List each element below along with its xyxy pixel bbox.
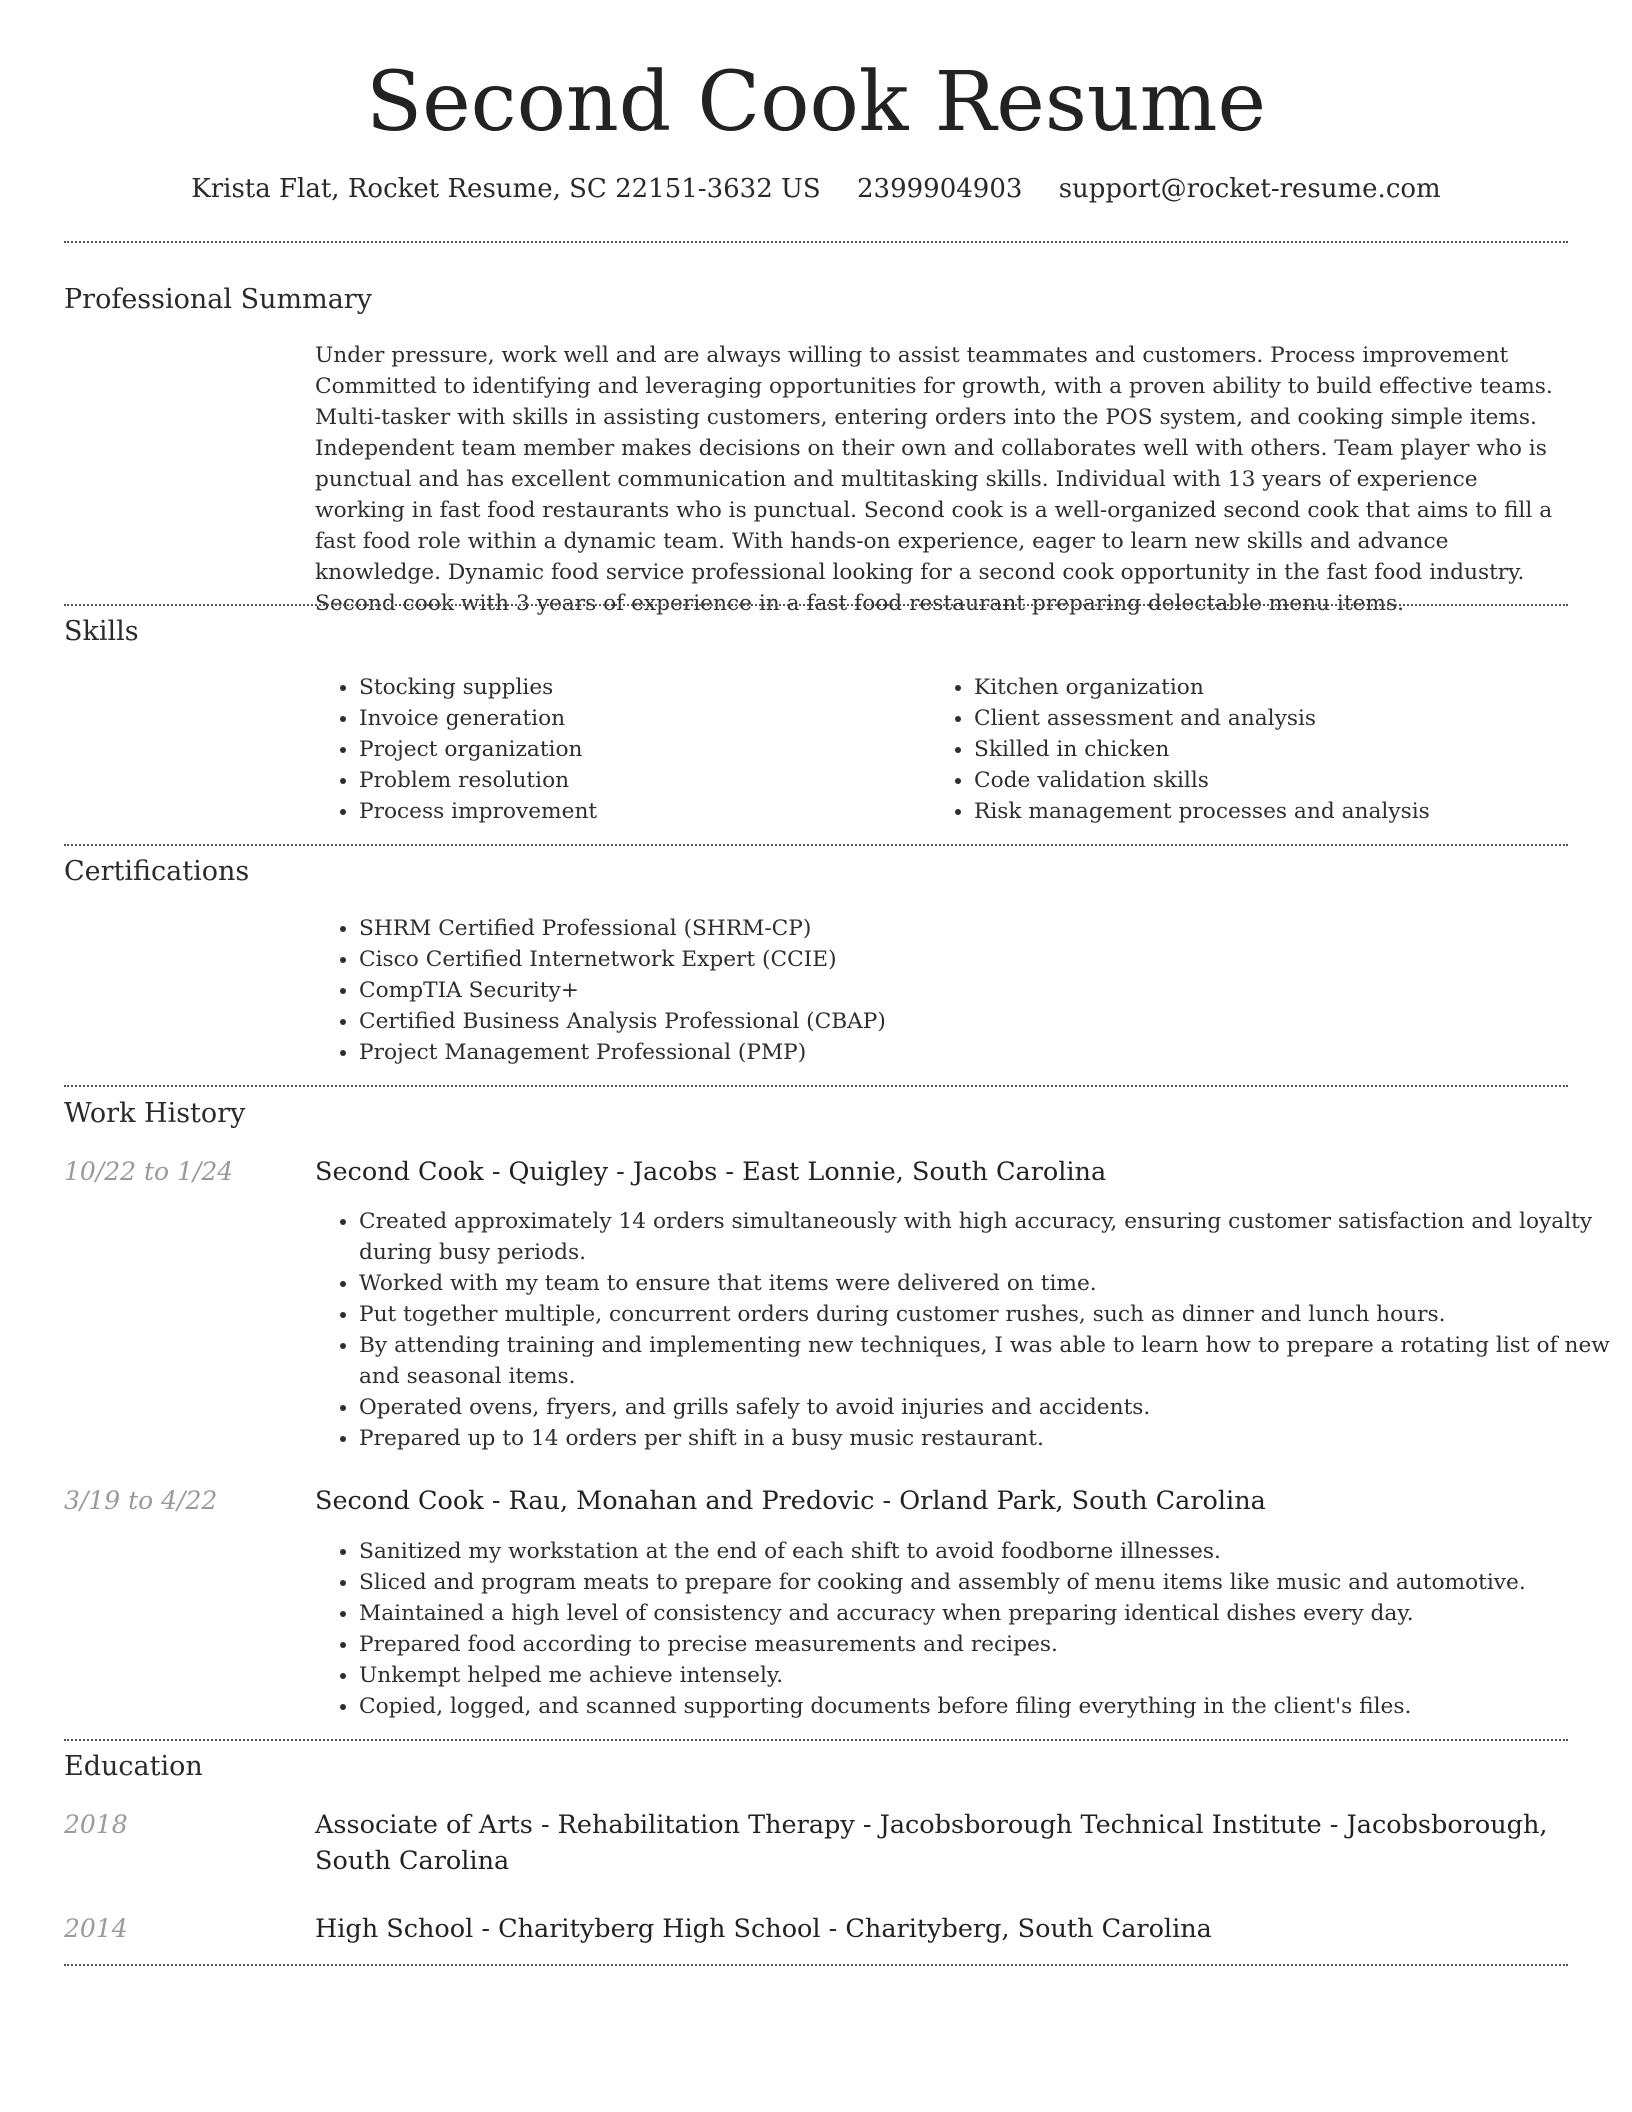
work-heading: Work History — [64, 1098, 246, 1129]
list-item: • Sanitized my workstation at the end of each shift to avoid foodborne illnesses. — [359, 1536, 1612, 1567]
job-dates: 10/22 to 1/24 — [64, 1157, 234, 1186]
resume-title: Second Cook Resume — [365, 55, 1267, 150]
list-item: • Prepared up to 14 orders per shift in a busy music restaurant. — [359, 1423, 1612, 1454]
list-item: • Maintained a high level of consistency and accuracy when preparing identical dishes every day. — [359, 1598, 1612, 1629]
certifications-list — [315, 913, 1559, 1068]
divider — [64, 1739, 1568, 1741]
list-item: • Worked with my team to ensure that items were delivered on time. — [359, 1268, 1612, 1299]
summary-text: Under pressure, work well and are always willing to assist teammates and customers. Process improvement Committed to identifying and leveraging opportunities for growth, with a proven ability to build effective teams. Multi-tasker with skills in assisting customers, entering orders into the POS system, and cooking simple items. Independent team member makes decisions on their own and collaborates well with others. Team player who is punctual and has excellent communication and multitasking skills. Individual with 13 years of experience working in fast food restaurants who is punctual. Second cook is a well-organized second cook that aims to fill a fast food role within a dynamic team. With hands-on experience, eager to learn new skills and advance knowledge. Dynamic food service professional looking for a second cook opportunity in the fast food industry. Second cook with 3 years of experience in a fast food restaurant preparing delectable menu items. — [315, 343, 1553, 616]
job-title: Second Cook - Rau, Monahan and Predovic - Orland Park, South Carolina — [315, 1486, 1266, 1516]
list-item: • Kitchen organization — [974, 672, 1604, 703]
list-item: • Project organization — [359, 734, 929, 765]
list-item: • Prepared food according to precise measurements and recipes. — [359, 1629, 1612, 1660]
skills-heading: Skills — [64, 616, 139, 647]
list-item: • Process improvement — [359, 796, 929, 827]
education-year: 2014 — [64, 1914, 128, 1943]
list-item: • Cisco Certified Internetwork Expert (CCIE) — [359, 944, 1559, 975]
list-item: • SHRM Certified Professional (SHRM-CP) — [359, 913, 1559, 944]
summary-heading: Professional Summary — [64, 284, 372, 315]
list-item: • Code validation skills — [974, 765, 1604, 796]
list-item: • Client assessment and analysis — [974, 703, 1604, 734]
contact-email: support@rocket-resume.com — [1058, 174, 1441, 204]
list-item: • Copied, logged, and scanned supporting documents before filing everything in the client's files. — [359, 1691, 1612, 1722]
certifications-heading: Certifications — [64, 856, 250, 887]
education-title: Associate of Arts - Rehabilitation Therapy - Jacobsborough Technical Institute - Jacobsborough, South Carolina — [315, 1810, 1548, 1876]
job-dates: 3/19 to 4/22 — [64, 1486, 218, 1515]
list-item: • Created approximately 14 orders simultaneously with high accuracy, ensuring customer satisfaction and loyalty during busy periods. — [359, 1206, 1612, 1268]
list-item: • Sliced and program meats to prepare for cooking and assembly of menu items like music and automotive. — [359, 1567, 1612, 1598]
divider — [64, 1964, 1568, 1966]
contact-phone: 2399904903 — [857, 174, 1023, 204]
list-item: • Put together multiple, concurrent orders during customer rushes, such as dinner and lunch hours. — [359, 1299, 1612, 1330]
list-item: • CompTIA Security+ — [359, 975, 1559, 1006]
education-heading: Education — [64, 1751, 203, 1782]
education-year: 2018 — [64, 1810, 128, 1839]
education-title: High School - Charityberg High School - Charityberg, South Carolina — [315, 1914, 1212, 1944]
job-bullets — [315, 1206, 1612, 1454]
list-item: • Stocking supplies — [359, 672, 929, 703]
list-item: • By attending training and implementing new techniques, I was able to learn how to prepare a rotating list of new and seasonal items. — [359, 1330, 1612, 1392]
skills-list-left — [315, 672, 929, 827]
list-item: • Invoice generation — [359, 703, 929, 734]
job-title: Second Cook - Quigley - Jacobs - East Lonnie, South Carolina — [315, 1157, 1107, 1187]
job-bullets — [315, 1536, 1612, 1722]
list-item: • Risk management processes and analysis — [974, 796, 1604, 827]
divider — [64, 604, 1568, 606]
contact-address: Krista Flat, Rocket Resume, SC 22151-3632 US — [191, 174, 821, 204]
divider — [64, 844, 1568, 846]
list-item: • Certified Business Analysis Professional (CBAP) — [359, 1006, 1559, 1037]
divider — [64, 241, 1568, 243]
list-item: • Unkempt helped me achieve intensely. — [359, 1660, 1612, 1691]
skills-list-right — [930, 672, 1604, 827]
list-item: • Skilled in chicken — [974, 734, 1604, 765]
list-item: • Problem resolution — [359, 765, 929, 796]
list-item: • Project Management Professional (PMP) — [359, 1037, 1559, 1068]
contact-line — [0, 170, 1632, 208]
divider — [64, 1085, 1568, 1087]
list-item: • Operated ovens, fryers, and grills safely to avoid injuries and accidents. — [359, 1392, 1612, 1423]
